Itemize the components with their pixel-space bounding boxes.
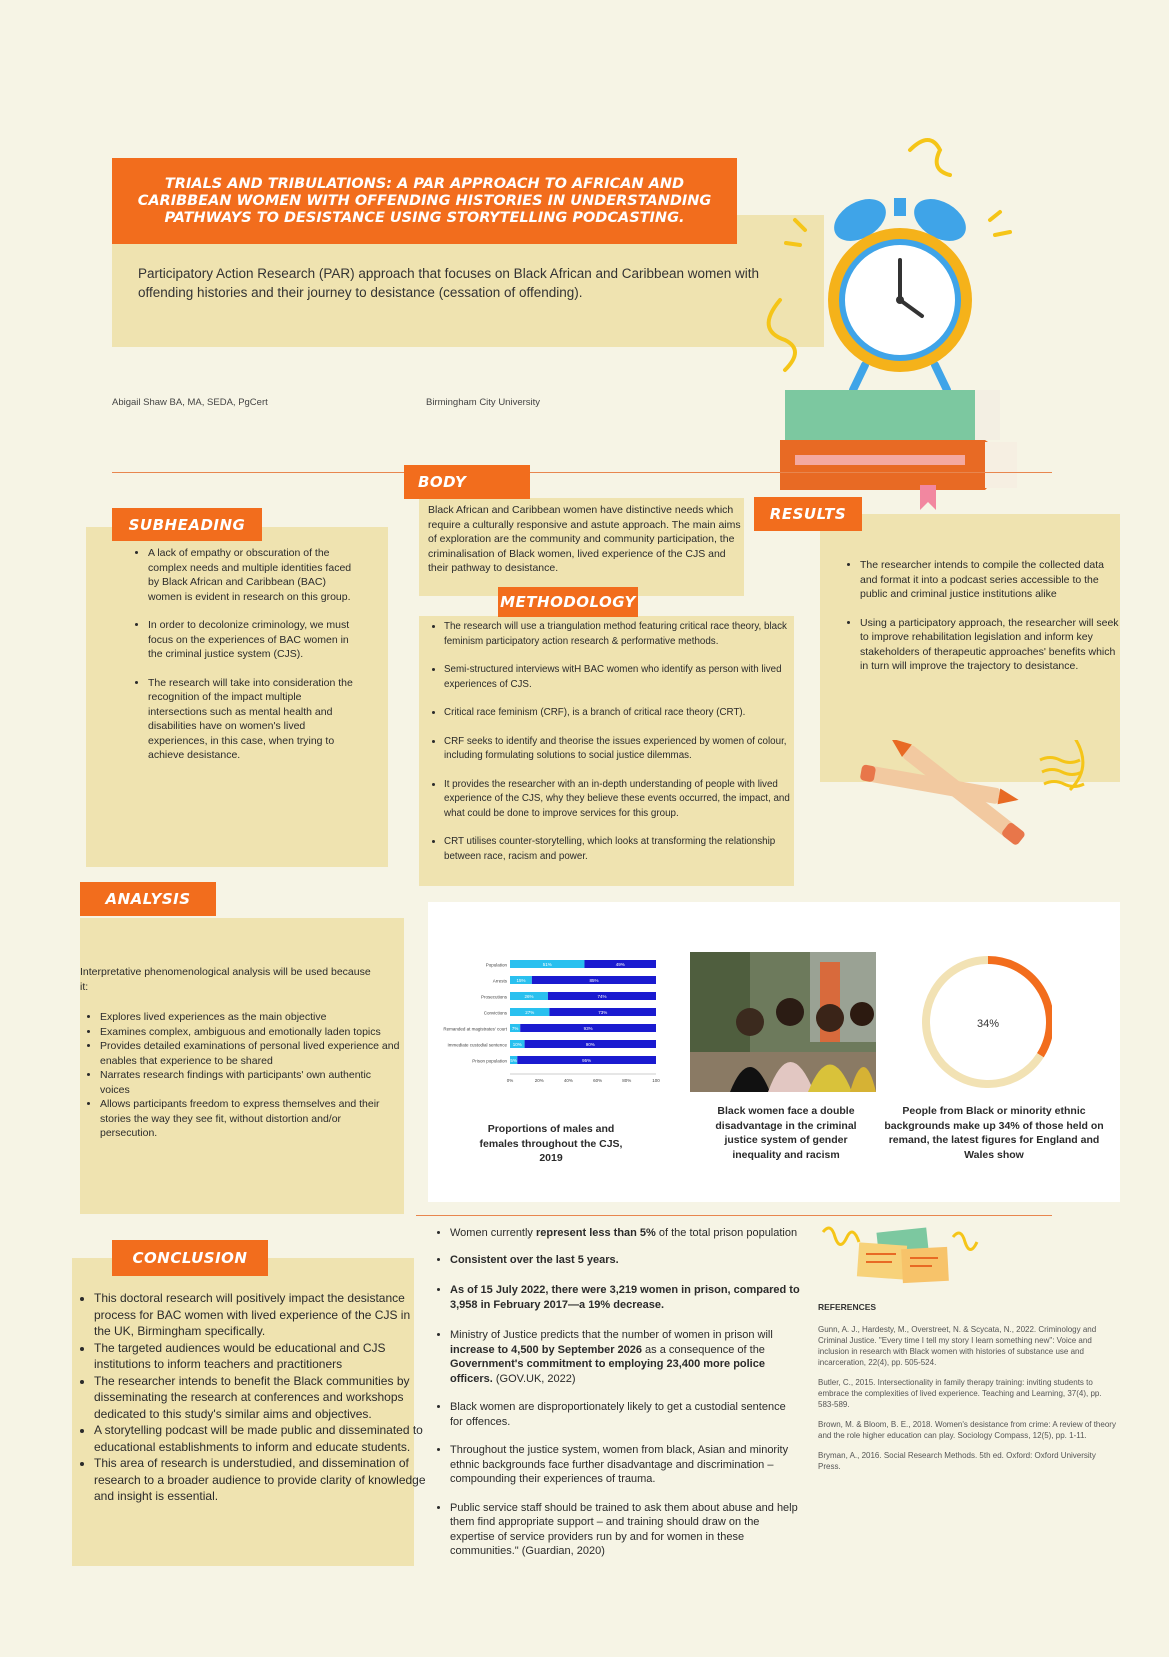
- reference-item: Bryman, A., 2016. Social Research Methods. 5th ed. Oxford: Oxford University Press.: [818, 1451, 1096, 1471]
- reference-item: Brown, M. & Bloom, B. E., 2018. Women's desistance from crime: A review of theory and the role higher education can play. Sociology Compass, 12(5), pp. 1-11.: [818, 1420, 1116, 1440]
- methodology-item: • It provides the researcher with an in-depth understanding of people with lived experience of the CJS, why they believe these events occurred, the impact, and what could be done to improve services for this group.: [444, 778, 804, 822]
- body-tag: BODY: [404, 465, 530, 499]
- bar-category-label: Population: [485, 962, 507, 968]
- reference-item: Butler, C., 2015. Intersectionality in family therapy training: inviting students to embrace the complexities of lived experience. Teaching and Learning, 37(4), pp. 583-589.: [818, 1378, 1102, 1409]
- conclusion-list: [76, 1290, 430, 1505]
- stat-item: • Black women are disproportionately likely to get a custodial sentence for offences.: [450, 1400, 800, 1429]
- photo-caption: Black women face a double disadvantage in the criminal justice system of gender inequality and racism: [715, 1105, 857, 1161]
- bar-value-label: 26%: [524, 994, 534, 1000]
- bar-category-label: Prison population: [472, 1058, 507, 1064]
- body-text: Black African and Caribbean women have distinctive needs which require a culturally responsive and astute approach. The main aims of exploration are the community and community participation, the criminalisation of Black women, lived experience of the CJS and their pathway to desistance.: [428, 504, 741, 574]
- methodology-item: • Semi-structured interviews witH BAC women who identify as person with lived experiences of CJS.: [444, 663, 804, 692]
- x-tick-label: 40%: [563, 1078, 573, 1083]
- cjs-gender-bar-chart: [428, 948, 678, 1088]
- bar-category-label: Remanded at magistrates' court: [443, 1026, 507, 1032]
- sticky-notes-illustration: [818, 1222, 988, 1292]
- x-tick-label: 80%: [622, 1078, 632, 1083]
- bar-value-label: 49%: [615, 962, 625, 968]
- bar-value-label: 51%: [542, 962, 552, 968]
- bar-chart-caption: Proportions of males and females throughout the CJS, 2019: [479, 1123, 623, 1164]
- methodology-item: • The research will use a triangulation method featuring critical race theory, black feminism participatory action research & performative methods.: [444, 620, 804, 649]
- poster-title: TRIALS AND TRIBULATIONS: A PAR APPROACH TO AFRICAN AND CARIBBEAN WOMEN WITH OFFENDING HISTORIES IN UNDERSTANDING PATHWAYS TO DESISTANCE USING STORYTELLING PODCASTING.: [112, 158, 737, 244]
- donut-caption: People from Black or minority ethnic backgrounds make up 34% of those held on remand, the latest figures for England and Wales show: [884, 1105, 1104, 1161]
- pencils-illustration: [860, 740, 1100, 880]
- stat-item: • As of 15 July 2022, there were 3,219 women in prison, compared to 3,958 in February 2017—a 19% decrease.: [450, 1283, 800, 1312]
- results-item: • Using a participatory approach, the researcher will seek to improve rehabilitation legislation and inform key stakeholders of therapeutic approaches' benefits which in turn will improve the trajectory to desistance.: [860, 616, 1122, 674]
- stat-item: • Consistent over the last 5 years.: [450, 1253, 800, 1268]
- clock-books-illustration: [760, 120, 1090, 510]
- methodology-item: • CRT utilises counter-storytelling, which looks at transforming the relationship between race, racism and power.: [444, 835, 804, 864]
- bar-category-label: Immediate custodial sentence: [447, 1042, 507, 1048]
- bar-value-label: 95%: [582, 1058, 592, 1064]
- author-name: Abigail Shaw BA, MA, SEDA, PgCert: [112, 397, 268, 408]
- divider-top: [112, 472, 1052, 473]
- bar-value-label: 27%: [525, 1010, 535, 1016]
- analysis-intro: Interpretative phenomenological analysis will be used because it:: [80, 966, 371, 993]
- conclusion-item: • A storytelling podcast will be made public and disseminated to educational establishments to inform and educate students.: [94, 1422, 430, 1455]
- x-tick-label: 20%: [534, 1078, 544, 1083]
- intro-text: Participatory Action Research (PAR) approach that focuses on Black African and Caribbean women with offending histories and their journey to desistance (cessation of offending).: [138, 266, 760, 300]
- results-item: • The researcher intends to compile the collected data and format it into a podcast series accessible to the public and criminal justice institutions alike: [860, 558, 1122, 602]
- bar-value-label: 10%: [512, 1042, 522, 1048]
- donut-label: 34%: [976, 1018, 1000, 1030]
- x-tick-label: 100: [652, 1078, 660, 1083]
- bar-value-label: 73%: [598, 1010, 608, 1016]
- institution-name: Birmingham City University: [426, 397, 541, 408]
- subheading-list: [130, 546, 358, 777]
- conclusion-item: • The targeted audiences would be educational and CJS institutions to inform teachers and practitioners: [94, 1340, 430, 1373]
- analysis-item: • Examines complex, ambiguous and emotionally laden topics: [100, 1025, 400, 1040]
- stat-item: • Throughout the justice system, women from black, Asian and minority ethnic backgrounds face further disadvantage and discrimination – compounding their experiences of trauma.: [450, 1443, 800, 1487]
- methodology-item: • CRF seeks to identify and theorise the issues experienced by women of colour, including formulating solutions to social justice dilemmas.: [444, 735, 804, 764]
- methodology-item: • Critical race feminism (CRF), is a branch of critical race theory (CRT).: [444, 706, 804, 721]
- subheading-item: • A lack of empathy or obscuration of the complex needs and multiple identities faced by Black African and Caribbean (BAC) women is evident in research on this group.: [148, 546, 358, 604]
- conclusion-tag: CONCLUSION: [112, 1240, 268, 1276]
- subheading-tag: SUBHEADING: [112, 508, 262, 541]
- analysis-item: • Allows participants freedom to express themselves and their stories the way they see fit, without distortion and/or persecution.: [100, 1097, 400, 1141]
- methodology-tag: METHODOLOGY: [498, 587, 638, 617]
- analysis-item: • Provides detailed examinations of personal lived experience and enables that experience to be shared: [100, 1039, 400, 1068]
- methodology-list: [426, 620, 804, 878]
- remand-donut-chart: [912, 948, 1052, 1088]
- analysis-list: [82, 1010, 400, 1141]
- analysis-tag: ANALYSIS: [80, 882, 216, 916]
- stat-item: • Women currently represent less than 5% of the total prison population: [450, 1226, 800, 1241]
- references-list: [818, 1324, 1118, 1481]
- stat-item: • Ministry of Justice predicts that the number of women in prison will increase to 4,500 by September 2026 as a consequence of the Government's commitment to employing 23,400 more police officers. (GOV.UK, 2022): [450, 1328, 800, 1386]
- bar-category-label: Prosecutions: [480, 994, 507, 1000]
- conclusion-item: • This doctoral research will positively impact the desistance process for BAC women with lived experience of the CJS in the UK, Birmingham specifically.: [94, 1290, 430, 1340]
- bar-value-label: 85%: [589, 978, 599, 984]
- bar-value-label: 74%: [597, 994, 607, 1000]
- conclusion-item: • The researcher intends to benefit the Black communities by disseminating the research at conferences and workshops dedicated to this study's similar aims and objectives.: [94, 1373, 430, 1423]
- results-list: [842, 558, 1122, 688]
- bar-value-label: 15%: [516, 978, 526, 984]
- bar-category-label: Convictions: [483, 1010, 507, 1016]
- donut-slice: [988, 960, 1050, 1055]
- results-tag: RESULTS: [754, 497, 862, 531]
- bar-category-label: Arrests: [492, 978, 507, 984]
- bar-value-label: 90%: [585, 1042, 595, 1048]
- x-tick-label: 60%: [593, 1078, 603, 1083]
- references-heading: REFERENCES: [818, 1302, 877, 1312]
- divider-mid: [416, 1215, 1052, 1216]
- stats-list: [432, 1226, 800, 1559]
- bar-value-label: 7%: [511, 1026, 519, 1032]
- women-group-photo: [690, 952, 876, 1092]
- reference-item: Gunn, A. J., Hardesty, M., Overstreet, N. & Scycata, N., 2022. Criminology and Criminal Justice. "Every time I tell my story I learn something new": Voice and inclusion in research with Black women with histories of substance use and incarceration, 22(4), pp. 505-524.: [818, 1325, 1097, 1367]
- analysis-item: • Explores lived experiences as the main objective: [100, 1010, 400, 1025]
- subheading-item: • In order to decolonize criminology, we must focus on the experiences of BAC women in the criminal justice system (CJS).: [148, 618, 358, 662]
- x-tick-label: 0%: [506, 1078, 514, 1083]
- bar-value-label: 5%: [510, 1058, 517, 1064]
- subheading-item: • The research will take into consideration the recognition of the impact multiple intersections such as mental health and disabilities have on women's lived experiences, in this case, when trying to achieve desistance.: [148, 676, 358, 763]
- analysis-item: • Narrates research findings with participants' own authentic voices: [100, 1068, 400, 1097]
- bar-value-label: 93%: [583, 1026, 593, 1032]
- stat-item: • Public service staff should be trained to ask them about abuse and help them find appropriate support – and training should draw on the expertise of service providers run by and for women in these communities." (Guardian, 2020): [450, 1501, 800, 1559]
- conclusion-item: • This area of research is understudied, and dissemination of research to a broader audience to provide clarity of knowledge and insight is essential.: [94, 1455, 430, 1505]
